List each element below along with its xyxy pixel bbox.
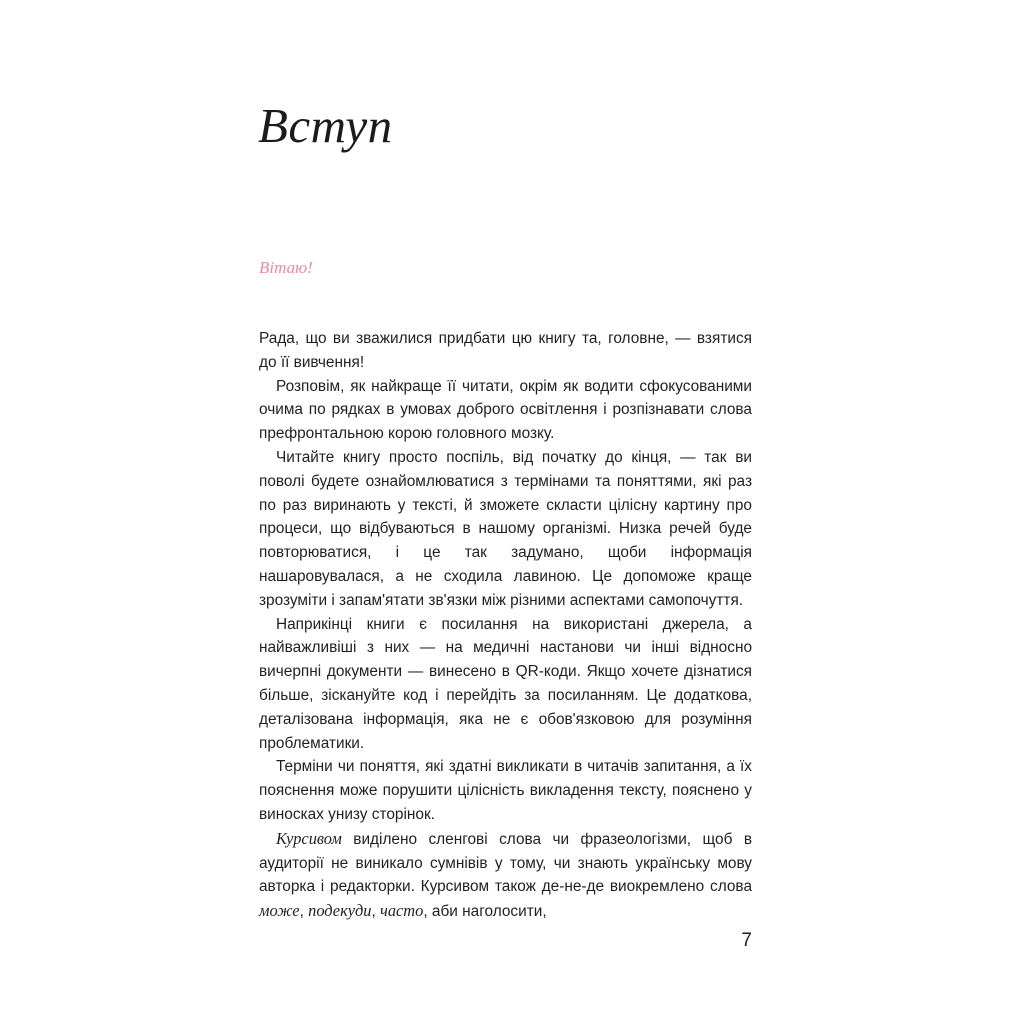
emphasis-word: подекуди [308, 901, 372, 921]
body-text [259, 327, 752, 924]
paragraph: Рада, що ви зважилися придбати цю книгу та, головне, — взятися до її вивчення! [259, 330, 752, 371]
paragraph: Терміни чи поняття, які здатні викликати в читачів запитання, а їх пояснення може порушити цілісність викладення тексту, пояснено у виносках унизу сторінок. [259, 758, 752, 823]
paragraph [259, 827, 752, 924]
paragraph-text: виділено сленгові слова чи фразеологізми, щоб в аудиторії не виникало сумнівів у тому, чи знають українську мову авторка і редакторки. Курсивом також де-не-де виокремлено слова [259, 830, 752, 896]
greeting-text: Вітаю! [259, 258, 313, 277]
emphasis-word: часто [380, 901, 424, 921]
paragraph-text: , [371, 903, 381, 921]
emphasis-word: Курсивом [276, 828, 342, 848]
paragraph-text: , [299, 903, 309, 921]
page-number: 7 [741, 930, 752, 951]
page-title: Вступ [258, 97, 393, 153]
paragraph-text: , аби наголосити, [423, 903, 547, 921]
paragraph: Читайте книгу просто поспіль, від початку до кінця, — так ви поволі будете ознайомлюватися з термінами та поняттями, які раз по раз виринають у тексті, й зможете скласти цілісну картину про процеси, що відбуваються в нашому організмі. Низка речей буде повторюватися, і це так задумано, щоби інформація нашаровувалася, а не сходила лавиною. Це допоможе краще зрозуміти і запам'ятати зв'язки між різними аспектами самопочуття. [259, 448, 752, 609]
emphasis-word: може [259, 901, 300, 921]
paragraph: Розповім, як найкраще її читати, окрім як водити сфокусованими очима по рядках в умовах доброго освітлення і розпізнавати слова префронтальною корою головного мозку. [259, 377, 752, 443]
paragraph: Наприкінці книги є посилання на використані джерела, а найважливіші з них — на медичні настанови чи інші відносно вичерпні документи — винесено в QR-коди. Якщо хочете дізнатися більше, зіскануйте код і перейдіть за посиланням. Це додаткова, деталізована інформація, яка не є обов'язковою для розуміння проблематики. [259, 615, 752, 752]
